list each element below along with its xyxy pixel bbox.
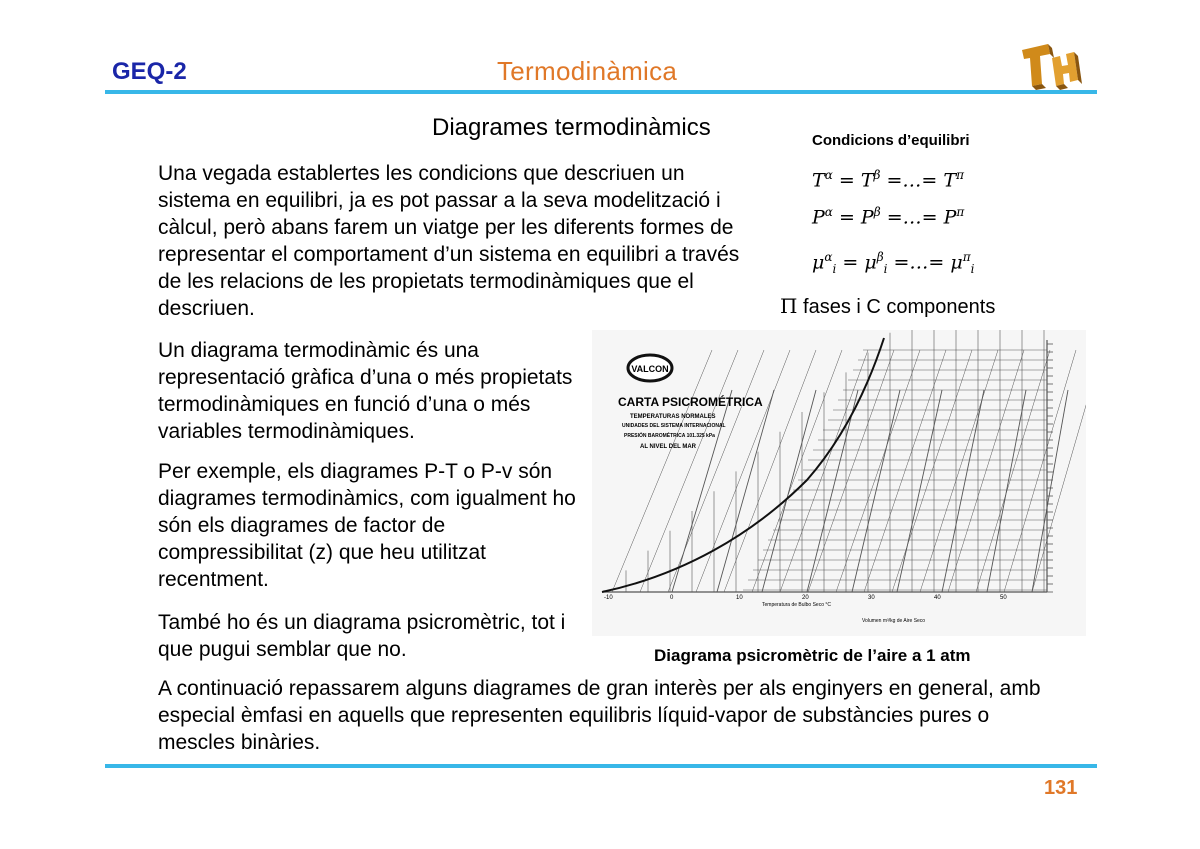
slide-title: Diagrames termodinàmics bbox=[432, 114, 711, 141]
x-tick-label: 40 bbox=[934, 595, 941, 601]
chemical-potential-equality: $\mu^\alpha_i = \mu^\beta_i$ =…= $\mu^\pi_i$ bbox=[812, 250, 975, 277]
temperature-equality: $T^\alpha = T^\beta$ =…= $T^\pi$ bbox=[812, 168, 964, 192]
course-code: GEQ-2 bbox=[112, 58, 187, 85]
equilibrium-title: Condicions d’equilibri bbox=[812, 132, 970, 149]
psychrometric-paragraph: També ho és un diagrama psicromètric, tot i que pugui semblar que no. bbox=[158, 611, 566, 661]
x-axis-label: Temperatura de Bulbo Seco °C bbox=[762, 602, 831, 608]
bottom-label: Volumen m³/kg de Aire Seco bbox=[862, 618, 926, 624]
intro-paragraph: Una vegada establertes les condicions que descriuen un sistema en equilibri, ja es pot passar a la seva modelització i càlcul, però abans farem un viatge per les diferents formes de representar el comportament d’un sistema en equilibri a través de les relacions de les propietats termodinàmiques que el descriuen. bbox=[158, 162, 740, 320]
example-paragraph: Per exemple, els diagrames P-T o P-v són diagrames termodinàmics, com igualment ho són els diagrames de factor de compressibilitat (z) que heu utilitzat recentment. bbox=[158, 460, 576, 591]
subject-title: Termodinàmica bbox=[497, 56, 678, 86]
pressure-equality: $P^\alpha = P^\beta$ =…= $P^\pi$ bbox=[812, 205, 965, 229]
chart-line-1: TEMPERATURAS NORMALES bbox=[630, 414, 716, 420]
x-tick-label: 10 bbox=[736, 595, 743, 601]
chart-title: CARTA PSICROMÉTRICA bbox=[618, 395, 763, 409]
definition-paragraph: Un diagrama termodinàmic és una representació gràfica d’una o més propietats termodinàmiques en funció d’una o més variables termodinàmiques. bbox=[158, 339, 573, 443]
closing-paragraph: A continuació repassarem alguns diagrames de gran interès per als enginyers en general, amb especial èmfasi en aquells que representen equilibris líquid-vapor de substàncies pures o mescles binàries. bbox=[158, 677, 1041, 754]
psychrometric-chart-image bbox=[592, 330, 1086, 636]
page-number: 131 bbox=[1044, 777, 1078, 799]
logo bbox=[1018, 40, 1082, 92]
figure-caption: Diagrama psicromètric de l’aire a 1 atm bbox=[654, 646, 971, 665]
footer-rule bbox=[105, 764, 1097, 768]
phases-components-note: Π fases i C components bbox=[780, 294, 996, 318]
x-tick-label: -10 bbox=[604, 595, 613, 601]
brand-text: VALCON bbox=[631, 364, 669, 374]
x-tick-label: 0 bbox=[670, 595, 674, 601]
chart-line-2: UNIDADES DEL SISTEMA INTERNACIONAL bbox=[622, 423, 726, 429]
x-tick-label: 50 bbox=[1000, 595, 1007, 601]
chart-line-3: PRESIÓN BAROMÉTRICA 101.325 kPa bbox=[624, 433, 715, 439]
x-tick-label: 20 bbox=[802, 595, 809, 601]
chart-line-4: AL NIVEL DEL MAR bbox=[640, 444, 697, 450]
x-tick-label: 30 bbox=[868, 595, 875, 601]
header-rule bbox=[105, 90, 1097, 94]
